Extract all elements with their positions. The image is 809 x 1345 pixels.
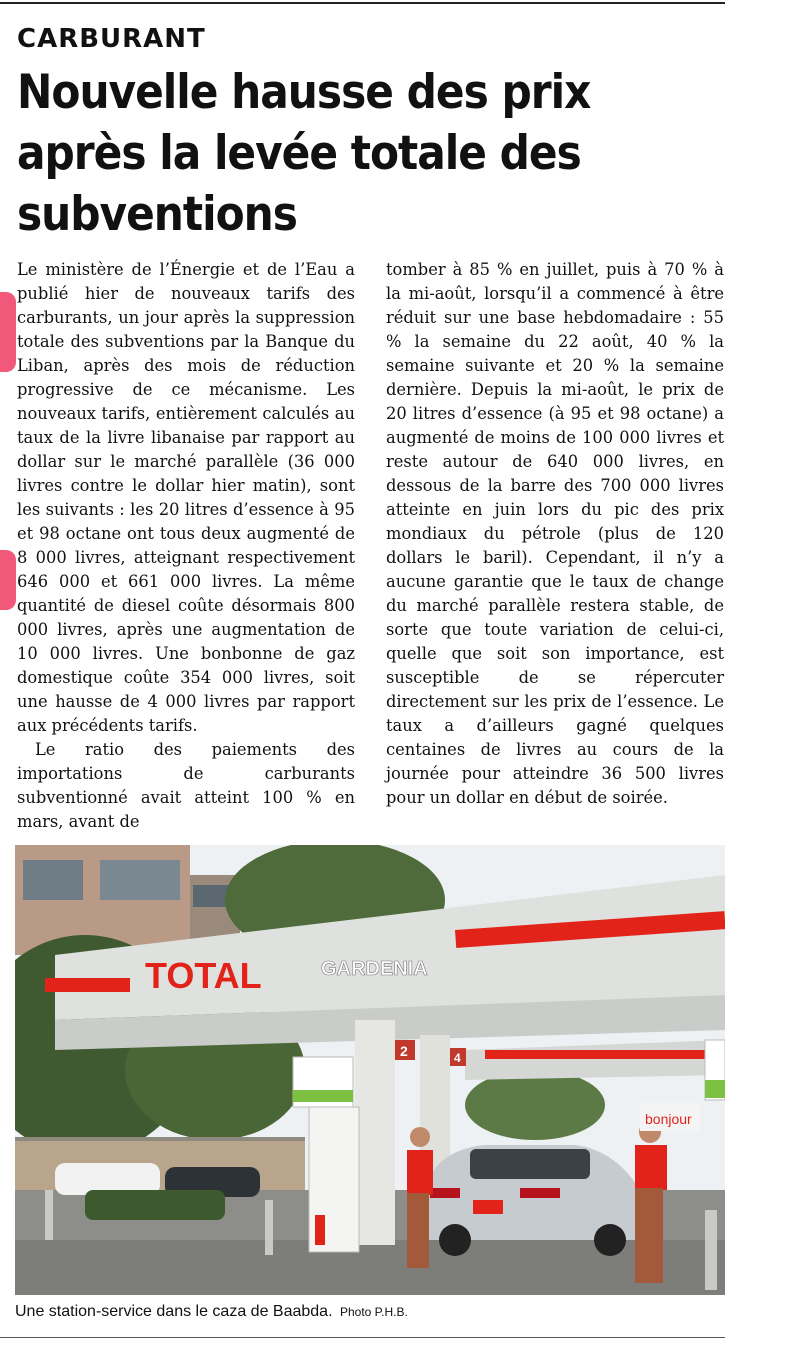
- photo-credit: Photo P.H.B.: [339, 1305, 408, 1319]
- bottom-rule: [0, 1337, 725, 1338]
- gas-station-illustration: [15, 845, 725, 1295]
- article-column-right: [386, 258, 724, 810]
- caption-text: Une station-service dans le caza de Baabda.: [15, 1303, 333, 1320]
- total-logo: TOTAL: [145, 955, 262, 996]
- article-photo: [15, 845, 725, 1295]
- pump-number-sign: 4: [454, 1051, 461, 1065]
- paragraph: Le ratio des paiements des importations de carburants subventionné avait atteint 100 % en mars, avant de: [17, 740, 355, 831]
- paragraph: tomber à 85 % en juillet, puis à 70 % à la mi-août, lorsqu’il a commencé à être réduit sur une base hebdomadaire : 55 % la semaine du 22 août, 40 % la semaine suivante et 20 % la semaine dernière. Depuis la mi-août, le prix de 20 litres d’essence (à 95 et 98 octane) a augmenté de moins de 100 000 livres et reste autour de 640 000 livres, en dessous de la barre des 700 000 livres atteinte en juin lors du pic des prix mondiaux du pétrole (plus de 120 dollars le baril). Cependant, il n’y a aucune garantie que le taux de change du marché parallèle restera stable, de sorte que toute variation de celui-ci, quelle que soit son importance, est susceptible de se répercuter directement sur les prix de l’essence. Le taux a d’ailleurs gagné quelques centaines de livres au cours de la journée pour atteindre 36 500 livres pour un dollar en début de soirée.: [386, 260, 724, 807]
- page-edge-marker: [0, 292, 16, 372]
- shop-sign: bonjour: [645, 1111, 692, 1127]
- top-rule: [0, 2, 725, 4]
- page-edge-marker: [0, 550, 16, 610]
- station-name: GARDENIA: [321, 958, 428, 980]
- article-headline: Nouvelle hausse des prix après la levée totale des subventions: [17, 65, 591, 242]
- paragraph: Le ministère de l’Énergie et de l’Eau a publié hier de nouveaux tarifs des carburants, un jour après la suppression totale des subventions par la Banque du Liban, après des mois de réduction progressive de ce mécanisme. Les nouveaux tarifs, entièrement calculés au taux de la livre libanaise par rapport au dollar sur le marché parallèle (36 000 livres contre le dollar hier matin), sont les suivants : les 20 litres d’essence à 95 et 98 octane ont tous deux augmenté de 8 000 livres, atteignant respectivement 646 000 et 661 000 livres. La même quantité de diesel coûte désormais 800 000 livres, après une augmentation de 10 000 livres. Une bonbonne de gaz domestique coûte 354 000 livres, soit une hausse de 4 000 livres par rapport aux précédents tarifs.: [17, 260, 355, 735]
- article-column-left: [17, 258, 355, 834]
- section-kicker: CARBURANT: [17, 24, 206, 54]
- pump-number-sign: 2: [400, 1043, 408, 1059]
- photo-caption: [15, 1303, 408, 1321]
